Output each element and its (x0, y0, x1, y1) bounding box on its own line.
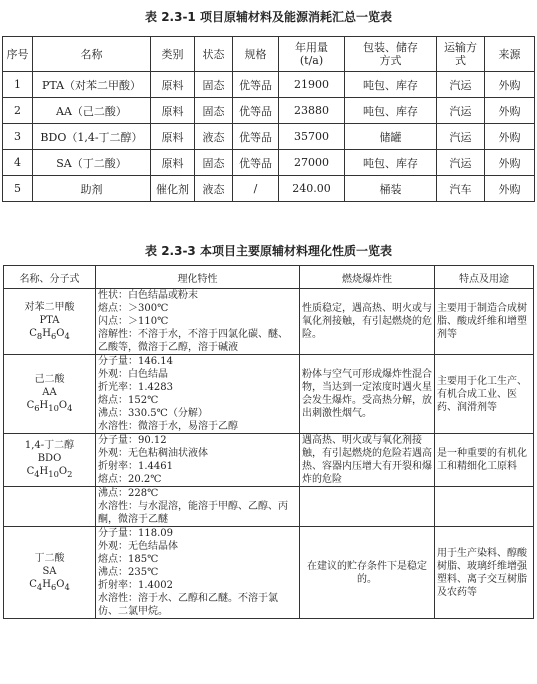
table1-cell: 液态 (195, 176, 233, 202)
material-properties-table (3, 265, 534, 619)
property-line: 分子量：146.14 (98, 356, 173, 367)
materials-summary-table (2, 36, 535, 202)
property-line: 折光率：1.4283 (98, 382, 173, 393)
property-line: 外观：无色粘稠油状液体 (98, 448, 208, 459)
properties-cell (96, 487, 300, 527)
property-line: 分子量：118.09 (98, 528, 173, 539)
molecular-formula: $C_6H_{10}O_4$ (26, 400, 73, 413)
molecular-formula: $C_8H_6O_4$ (29, 327, 70, 341)
property-line: 熔点：152℃ (98, 395, 159, 406)
table2-row (4, 527, 534, 619)
table1-cell: 优等品 (233, 98, 279, 124)
material-name-line: 己二酸 (34, 374, 65, 385)
property-line: 外观：白色结晶 (98, 369, 168, 380)
material-name-line: 1,4-丁二醇 (24, 440, 75, 451)
table1-header-cell: 包装、储存 方式 (345, 37, 437, 72)
table1-cell: 原料 (151, 150, 195, 176)
table1-cell: 桶装 (345, 176, 437, 202)
table1-cell: 21900 (279, 72, 345, 98)
table1-cell: 催化剂 (151, 176, 195, 202)
table1-cell: 35700 (279, 124, 345, 150)
flammability-cell: 在建议的贮存条件下是稳定的。 (300, 527, 435, 619)
table1-cell: 优等品 (233, 124, 279, 150)
property-line: 分子量：90.12 (98, 435, 167, 446)
material-name-line: PTA (39, 314, 60, 326)
table1-header-cell: 类别 (151, 37, 195, 72)
table2-caption: 表 2.3-3 本项目主要原辅材料理化性质一览表 (145, 244, 392, 258)
table1-cell: 汽车 (437, 176, 485, 202)
material-name-line: 对苯二甲酸 (24, 301, 75, 313)
table1-cell: 3 (3, 124, 33, 150)
table1-header-cell: 来源 (485, 37, 535, 72)
table1-cell: 吨包、库存 (345, 150, 437, 176)
table1-cell: 汽运 (437, 124, 485, 150)
table1-cell: 优等品 (233, 72, 279, 98)
flammability-cell: 粉体与空气可形成爆炸性混合物，当达到一定浓度时遇火星会发生爆炸。受高热分解，放出刺激性烟气。 (300, 355, 435, 434)
property-line: 熔点：20.2℃ (98, 474, 162, 485)
table1-cell: 外购 (485, 150, 535, 176)
flammability-cell (300, 487, 435, 527)
table1-header-cell: 序号 (3, 37, 33, 72)
property-line: 溶解性：不溶于水，不溶于四氯化碳、醚、乙酸等，微溶于乙醇，溶于碱液 (98, 329, 288, 353)
properties-cell (96, 527, 300, 619)
property-line: 熔点：＞300℃ (98, 303, 169, 314)
table1-cell: 27000 (279, 150, 345, 176)
table1-cell: 5 (3, 176, 33, 202)
property-line: 水溶性：溶于水、乙醇和乙醚。不溶于氯仿、二氯甲烷。 (98, 593, 278, 617)
table1-cell: 固态 (195, 72, 233, 98)
property-line: 水溶性：与水混溶，能溶于甲醇、乙醇、丙酮，微溶于乙醚 (98, 501, 288, 525)
material-name-line: BDO (37, 453, 62, 464)
molecular-formula: $C_4H_{10}O_2$ (26, 466, 73, 479)
table1-row (3, 176, 535, 202)
table2-header-cell: 燃烧爆炸性 (300, 266, 435, 289)
usage-cell: 是一种重要的有机化工和精细化工原料 (435, 434, 534, 487)
table1-cell: 原料 (151, 124, 195, 150)
flammability-cell: 遇高热、明火或与氧化剂接触，有引起燃烧的危险若遇高热、容器内压增大有开裂和爆炸的危险 (300, 434, 435, 487)
material-name-cell (4, 527, 96, 619)
table1-cell: PTA（对苯二甲酸） (33, 72, 151, 98)
table1-cell: BDO（1,4-丁二醇） (33, 124, 151, 150)
property-line: 性状：白色结晶或粉末 (98, 290, 198, 301)
usage-cell: 主要用于制造合成树脂、酸成纤维和增塑剂等 (435, 289, 534, 355)
material-name-cell (4, 487, 96, 527)
properties-cell (96, 434, 300, 487)
table1-caption: 表 2.3-1 项目原辅材料及能源消耗汇总一览表 (145, 10, 392, 24)
table1-cell: 2 (3, 98, 33, 124)
table1-row (3, 72, 535, 98)
property-line: 沸点：228℃ (98, 488, 159, 499)
table1-cell: AA（己二酸） (33, 98, 151, 124)
property-line: 水溶性：微溶于水，易溶于乙醇 (98, 421, 238, 432)
table2-row (4, 434, 534, 487)
material-name-cell (4, 434, 96, 487)
table1-header-cell: 名称 (33, 37, 151, 72)
table2-row (4, 355, 534, 434)
table1-cell: 固态 (195, 150, 233, 176)
flammability-cell: 性质稳定，遇高热、明火或与氧化剂接触，有引起燃烧的危险。 (300, 289, 435, 355)
table1-cell: 液态 (195, 124, 233, 150)
material-name-line: AA (42, 387, 57, 398)
usage-cell: 主要用于化工生产、有机合成工业、医药、润滑剂等 (435, 355, 534, 434)
table1-cell: 吨包、库存 (345, 98, 437, 124)
table1-cell: 240.00 (279, 176, 345, 202)
table1-header-cell: 年用量 (t/a) (279, 37, 345, 72)
property-line: 折射率：1.4002 (98, 580, 173, 591)
table1-header-cell: 规格 (233, 37, 279, 72)
table2-row (4, 487, 534, 527)
table1-header-cell: 状态 (195, 37, 233, 72)
table1-cell: 吨包、库存 (345, 72, 437, 98)
property-line: 沸点：235℃ (98, 567, 159, 578)
material-name-cell (4, 355, 96, 434)
table1-cell: 外购 (485, 176, 535, 202)
property-line: 折射率：1.4461 (98, 461, 173, 472)
table1-row (3, 124, 535, 150)
table1-cell: 外购 (485, 124, 535, 150)
table1-row (3, 150, 535, 176)
table1-cell: 助剂 (33, 176, 151, 202)
table1-cell: / (233, 176, 279, 202)
table1-cell: 汽运 (437, 72, 485, 98)
property-line: 闪点：＞110℃ (98, 316, 169, 327)
material-name-line: SA (42, 565, 57, 577)
table2-header-cell: 名称、分子式 (4, 266, 96, 289)
table2-header-cell: 特点及用途 (435, 266, 534, 289)
table1-cell: 汽运 (437, 98, 485, 124)
table1-cell: 原料 (151, 72, 195, 98)
property-line: 熔点：185℃ (98, 554, 159, 565)
table1-cell: 储罐 (345, 124, 437, 150)
properties-cell (96, 355, 300, 434)
table1-cell: 1 (3, 72, 33, 98)
table1-row (3, 98, 535, 124)
table2-header-cell: 理化特性 (96, 266, 300, 289)
table1-cell: 汽运 (437, 150, 485, 176)
material-name-line: 丁二酸 (34, 552, 65, 564)
table1-header-cell: 运输方 式 (437, 37, 485, 72)
molecular-formula: $C_4H_6O_4$ (29, 578, 70, 592)
table1-cell: 原料 (151, 98, 195, 124)
usage-cell (435, 487, 534, 527)
table2-row (4, 289, 534, 355)
table1-cell: 固态 (195, 98, 233, 124)
table1-cell: 优等品 (233, 150, 279, 176)
property-line: 沸点：330.5℃（分解） (98, 408, 208, 419)
table1-cell: 外购 (485, 72, 535, 98)
table1-cell: 外购 (485, 98, 535, 124)
table1-cell: SA（丁二酸） (33, 150, 151, 176)
property-line: 外观：无色结晶体 (98, 541, 178, 552)
usage-cell: 用于生产染料、醇酸树脂、玻璃纤维增强塑料、离子交互树脂及农药等 (435, 527, 534, 619)
table1-cell: 23880 (279, 98, 345, 124)
material-name-cell (4, 289, 96, 355)
table1-cell: 4 (3, 150, 33, 176)
properties-cell (96, 289, 300, 355)
